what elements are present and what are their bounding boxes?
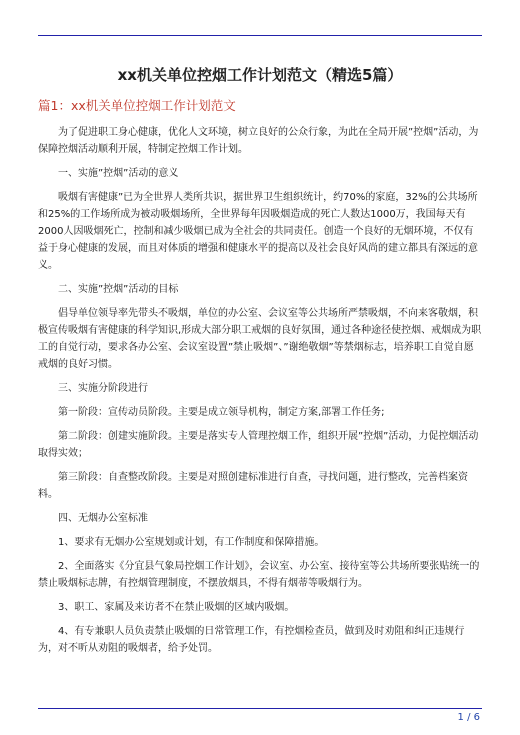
document-title: xx机关单位控烟工作计划范文（精选5篇） (117, 66, 403, 84)
paragraph-intro: 为了促进职工身心健康，优化人文环境，树立良好的公众行象，为此在全局开展”控烟”活动，为保障控烟活动顺利开展，特制定控烟工作计划。 (38, 127, 479, 155)
document-body (38, 124, 482, 664)
heading-standards: 四、无烟办公室标准 (58, 513, 148, 524)
header-rule (38, 35, 482, 36)
paragraph-standard-3: 3、职工、家属及来访者不在禁止吸烟的区域内吸烟。 (58, 602, 295, 613)
paragraph-standard-4: 4、有专兼职人员负责禁止吸烟的日常管理工作，有控烟检查员，做到及时劝阻和纠正违规行为，对不听从劝阻的吸烟者，给予处罚。 (38, 626, 465, 654)
footer-rule (38, 708, 482, 709)
paragraph-goals: 倡导单位领导率先带头不吸烟，单位的办公室、会议室等公共场所严禁吸烟，不向来客敬烟，积极宣传吸烟有害健康的科学知识,形成大部分职工戒烟的良好氛围，通过各种途径使控烟、戒烟成为职工的自觉行动，要求各办公室、会议室设置”禁止吸烟”、”谢绝敬烟”等禁烟标志，培养职工自觉自愿戒烟的良好习惯。 (38, 308, 482, 370)
paragraph-standard-2: 2、全面落实《分宜县气象局控烟工作计划》，会议室、办公室、接待室等公共场所要张贴统一的禁止吸烟标志牌，有控烟管理制度，不摆放烟具，不得有烟蒂等吸烟行为。 (38, 561, 480, 589)
paragraph-significance: 吸烟有害健康”已为全世界人类所共识，据世界卫生组织统计，约70%的家庭，32%的公共场所和25%的工作场所成为被动吸烟场所，全世界每年因吸烟造成的死亡人数达1000万，我国每天有2000人因吸烟死亡，控制和减少吸烟已成为全社会的共同责任。创造一个良好的无烟环境，不仅有益于身心健康的发展，而且对体质的增强和健康水平的提高以及社会良好风尚的建立都具有深远的意义。 (38, 192, 478, 271)
paragraph-phase-2: 第二阶段：创建实施阶段。主要是落实专人管理控烟工作，组织开展”控烟”活动，力促控烟活动取得实效； (38, 431, 479, 459)
heading-significance: 一、实施”控烟”活动的意义 (58, 168, 179, 179)
section-title: 篇1：xx机关单位控烟工作计划范文 (38, 98, 236, 113)
paragraph-phase-3: 第三阶段：自查整改阶段。主要是对照创建标准进行自查，寻找问题，进行整改，完善档案资料。 (38, 472, 468, 500)
paragraph-phase-1: 第一阶段：宣传动员阶段。主要是成立领导机构，制定方案,部署工作任务; (58, 407, 385, 418)
page-number: 1 / 6 (457, 712, 480, 723)
paragraph-standard-1: 1、要求有无烟办公室规划或计划，有工作制度和保障措施。 (58, 537, 325, 548)
heading-goals: 二、实施”控烟”活动的目标 (58, 284, 179, 295)
heading-phases: 三、实施分阶段进行 (58, 383, 148, 394)
